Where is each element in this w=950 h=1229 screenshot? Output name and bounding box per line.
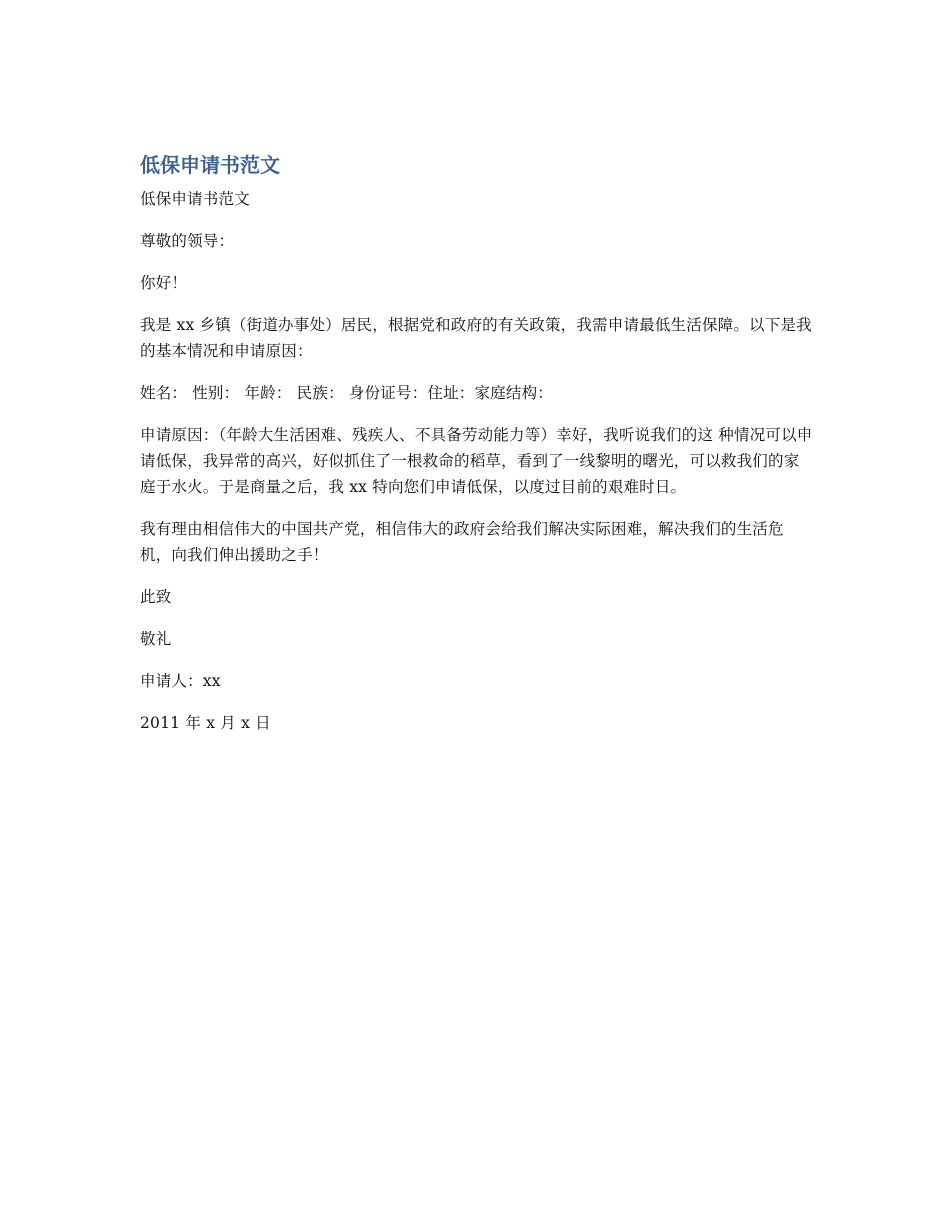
applicant-paragraph: 申请人：xx	[140, 672, 221, 690]
belief-paragraph: 我有理由相信伟大的中国共产党，相信伟大的政府会给我们解决实际困难，解决我们的生活危机，向我们伸出援助之手！	[140, 520, 784, 564]
closing-paragraph: 此致	[140, 588, 172, 606]
personal-info-paragraph: 姓名： 性别： 年龄： 民族： 身份证号：住址：家庭结构：	[140, 384, 554, 402]
document-page	[140, 150, 815, 752]
greeting-paragraph: 你好！	[140, 274, 188, 292]
intro-paragraph: 我是 xx 乡镇（街道办事处）居民，根据党和政府的有关政策，我需申请最低生活保障。以下是我的基本情况和申请原因：	[140, 316, 812, 360]
document-title: 低保申请书范文	[140, 153, 280, 177]
date-paragraph: 2011 年 x 月 x 日	[140, 714, 271, 732]
subtitle-paragraph: 低保申请书范文	[140, 190, 250, 208]
regards-paragraph: 敬礼	[140, 630, 172, 648]
salutation-paragraph: 尊敬的领导：	[140, 232, 235, 250]
reason-paragraph: 申请原因：（年龄大生活困难、残疾人、不具备劳动能力等）幸好，我听说我们的这 种情况可以申请低保，我异常的高兴，好似抓住了一根救命的稻草，看到了一线黎明的曙光，可以救我们的家庭于水火。于是商量之后，我 xx 特向您们申请低保，以度过目前的艰难时日。	[140, 426, 813, 496]
